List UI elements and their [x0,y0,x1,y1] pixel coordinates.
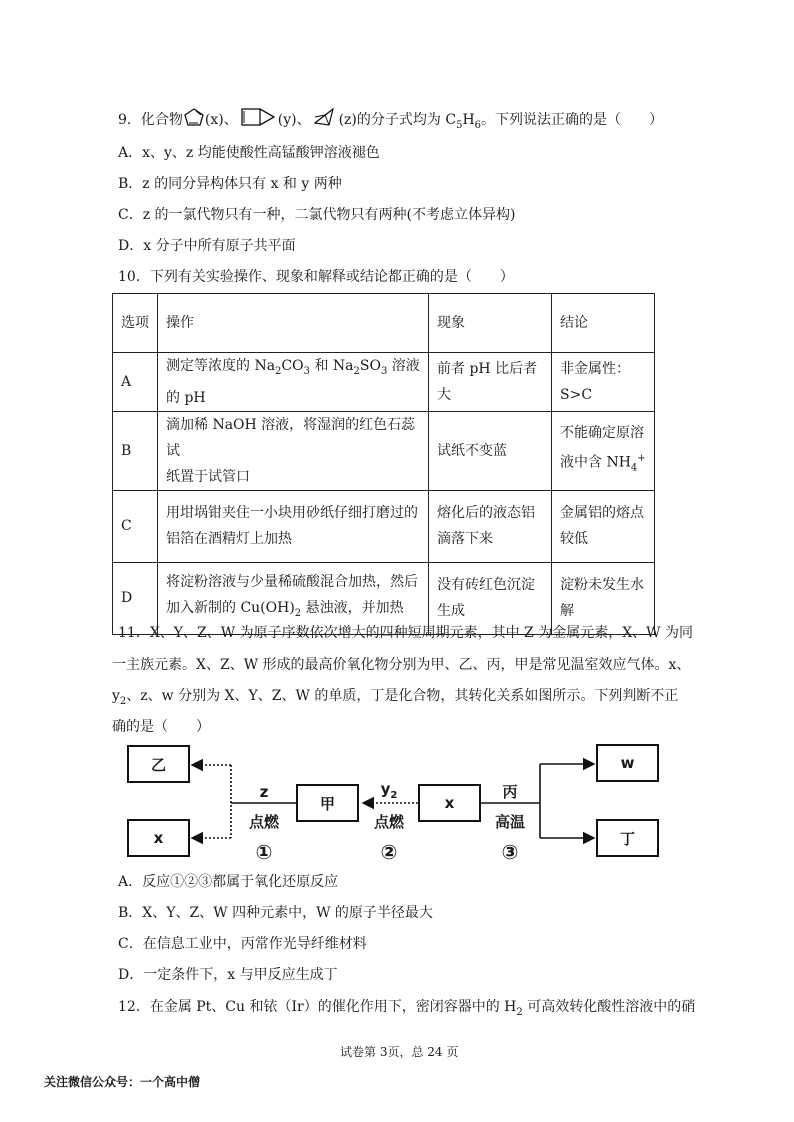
row-d-op-line-1: 将淀粉溶液与少量稀硫酸混合加热，然后 [166,574,418,591]
header-phenomenon: 现象 [429,294,552,353]
q9-number: 9．化合物 [118,112,183,128]
row-d-option: D [113,562,158,634]
q11-line-4: 确的是（ ） [112,719,210,735]
row-b-phenomenon: 试纸不变蓝 [429,411,552,490]
q9-option-a: A．x、y、z 均能使酸性高锰酸钾溶液褪色 [118,145,380,161]
q9-sub5: 5 [456,119,463,131]
row-a-op-text-5: 溶液的 pH [166,358,420,406]
q11-line-1: 11．X、Y、Z、W 为原子序数依次增大的四种短周期元素，其中 Z 为金属元素，X、W 为同 [118,625,694,641]
q11-line-3-text: 、z、w 分别为 X、Y、Z、W 的单质，丁是化合物，其转化关系如图所示。下列判断不正 [126,688,679,704]
q11-y-sub: 2 [119,695,127,707]
q9-y-label: (y)、 [277,112,311,128]
box-jia: 甲 [296,784,359,822]
row-a-op-text-4: SO [359,358,381,374]
q11-option-d: D．一定条件下，x 与甲反应生成丁 [118,967,338,983]
header-conclusion: 结论 [552,294,655,353]
row-d-op-text-a: 加入新制的 Cu(OH) [166,600,295,617]
header-option: 选项 [113,294,158,353]
box-w: w [596,744,659,782]
q10-stem: 10．下列有关实验操作、现象和解释或结论都正确的是（ ） [118,269,514,285]
row-b-op-line-2: 纸置于试管口 [166,468,250,485]
row-a-op-text-2: CO [281,358,304,374]
row-b-concl-text: 液中含 NH [560,454,631,471]
q11-y-letter: y [112,688,120,704]
page-footer: 试卷第 3页，总 24 页 [340,1045,459,1059]
row-c-option: C [113,490,158,562]
q9-sub6: 6 [474,119,482,131]
q12-text-b: 可高效转化酸性溶液中的硝 [522,999,696,1015]
q9-option-b: B．z 的同分异构体只有 x 和 y 两种 [118,176,342,192]
row-c-op-line-2: 铝箔在酒精灯上加热 [166,531,292,548]
header-operation: 操作 [158,294,429,353]
row-b-concl-line-1: 不能确定原溶 [560,425,644,442]
q12-text-a: 12．在金属 Pt、Cu 和铱（Ir）的催化作用下，密闭容器中的 H [118,999,517,1015]
row-c-concl-line-2: 较低 [560,531,588,548]
row-d-concl-line-2: 解 [560,603,574,620]
row-b-concl-sub: 4 [630,462,638,474]
q9-z-label: (z)的分子式均为 C [338,112,457,128]
box-yi: 乙 [127,745,190,783]
q11-option-c: C．在信息工业中，丙常作光导纤维材料 [118,936,367,952]
label-z: z [259,783,269,801]
row-d-concl-line-1: 淀粉未发生水 [560,577,644,594]
row-c-op-line-1: 用坩埚钳夹住一小块用砂纸仔细打磨过的 [166,505,418,522]
row-d-phen-line-2: 生成 [437,603,465,620]
row-a-phenomenon: 前者 pH 比后者大 [429,353,552,412]
row-b-concl-sup: + [637,453,646,465]
row-a-op-text-3: 和 Na [310,358,354,374]
label-dianran-2: 点燃 [373,813,404,831]
label-bing: 丙 [502,783,518,801]
q9-x-label: (x)、 [204,112,238,128]
row-a-conclusion: 非金属性：S>C [552,353,655,412]
row-b-option: B [113,411,158,490]
q11-option-b: B．X、Y、Z、W 四种元素中，W 的原子半径最大 [118,905,433,921]
q9-tail: 。下列说法正确的是（ ） [481,112,664,128]
row-c-phen-line-1: 熔化后的液态铝 [437,505,535,522]
row-c-concl-line-1: 金属铝的熔点 [560,505,644,522]
label-circle-3: ③ [501,840,519,864]
label-y-sub: 2 [390,790,398,801]
box-x-mid: x [418,784,481,822]
q11-line-2: 一主族元素。X、Z、W 形成的最高价氧化物分别为甲、乙、丙，甲是常见温室效应气体。x、 [112,657,691,673]
row-c-phen-line-2: 滴落下来 [437,531,493,548]
row-d-op-text-b: 悬浊液，并加热 [301,600,404,617]
q9-h: H [462,112,475,128]
row-d-op-sub: 2 [294,608,302,620]
q12-stem [118,997,695,1023]
label-y2 [367,780,411,801]
label-circle-2: ② [380,840,398,864]
wechat-notice: 关注微信公众号：一个高中僧 [44,1075,201,1089]
q11-option-a: A．反应①②③都属于氧化还原反应 [118,874,339,890]
label-y-letter: y [380,780,391,798]
row-a-op-sub-2: 3 [303,365,310,377]
label-circle-1: ① [255,840,273,864]
row-a-option: A [113,353,158,412]
row-a-op-sub-3: 2 [353,365,360,377]
box-x-left: x [127,819,190,857]
row-a-op-text-1: 测定等浓度的 Na [166,358,276,374]
box-ding: 丁 [596,819,659,857]
row-b-op-line-1: 滴加稀 NaOH 溶液，将湿润的红色石蕊试 [166,416,416,459]
q9-option-d: D．x 分子中所有原子共平面 [118,238,296,254]
row-a-op-sub-4: 3 [380,365,388,377]
row-d-phen-line-1: 没有砖红色沉淀 [437,577,535,594]
row-a-op-sub-1: 2 [275,365,282,377]
q12-sub: 2 [516,1006,523,1018]
label-gaowen: 高温 [494,813,525,831]
q9-option-c: C．z 的一氯代物只有一种，二氯代物只有两种(不考虑立体异构) [118,207,516,223]
label-dianran-1: 点燃 [248,813,279,831]
